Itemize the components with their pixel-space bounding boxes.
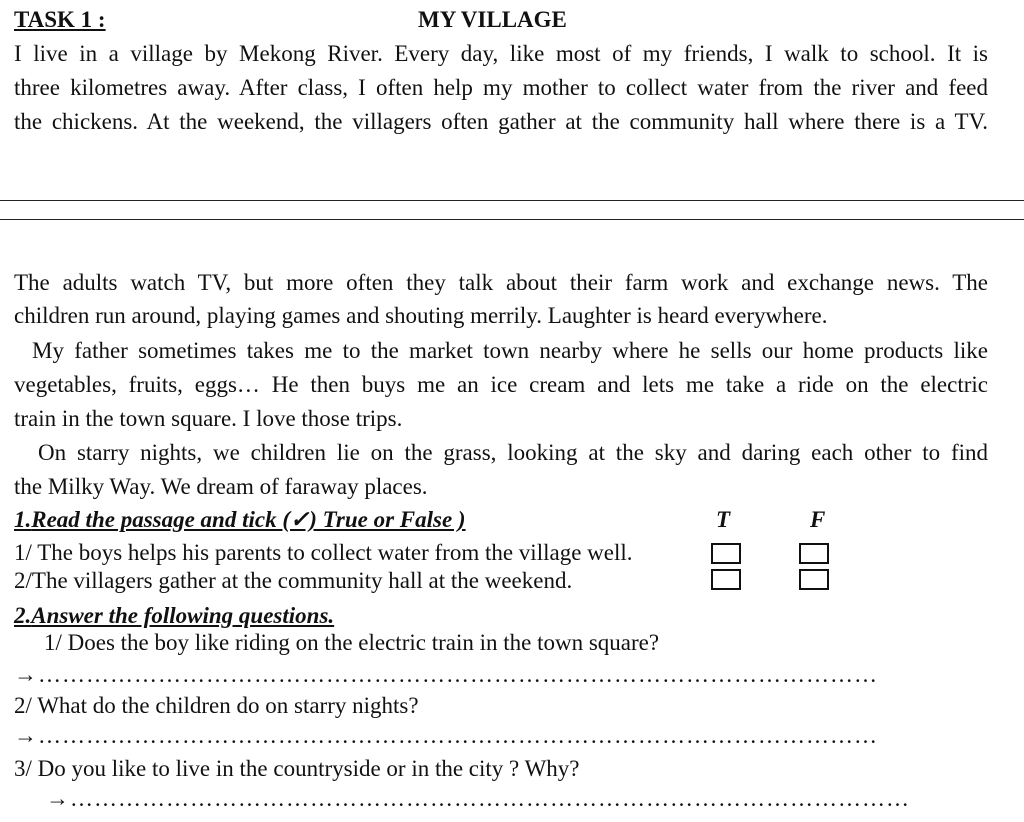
- answer-line-3[interactable]: ……………………………………………………………………………………………: [70, 786, 910, 811]
- question: 1/ Does the boy like riding on the electric train in the town square?: [44, 630, 660, 655]
- question: 3/ Do you like to live in the countryside or in the city ? Why?: [14, 756, 580, 781]
- page-divider-top: [0, 200, 1024, 201]
- answer-line-2[interactable]: ……………………………………………………………………………………………: [38, 723, 878, 748]
- exercise1-instruction: Read the passage and tick (✓) True or False ): [31, 507, 466, 532]
- passage-line: My father sometimes takes me to the market town nearby where he sells our home products like: [32, 338, 988, 363]
- passage-line: children run around, playing games and shouting merrily. Laughter is heard everywhere.: [14, 303, 828, 328]
- true-checkbox-1[interactable]: [711, 543, 741, 564]
- true-column-header: T: [716, 507, 731, 532]
- answer-line-1[interactable]: ……………………………………………………………………………………………: [38, 662, 878, 687]
- arrow-icon: →: [14, 662, 37, 687]
- page-divider-bottom: [0, 219, 1024, 220]
- task-label: TASK 1 :: [14, 7, 106, 32]
- false-column-header: F: [810, 507, 826, 532]
- exercise1-number: 1.: [14, 507, 32, 532]
- true-checkbox-2[interactable]: [711, 569, 741, 590]
- passage-line: I live in a village by Mekong River. Every day, like most of my friends, I walk to school. It is: [14, 41, 988, 66]
- arrow-icon: →: [46, 786, 69, 811]
- exercise1-heading: [14, 504, 466, 536]
- passage-line: the Milky Way. We dream of faraway places.: [14, 474, 428, 499]
- exercise2-number: 2.: [14, 603, 32, 628]
- passage-line: vegetables, fruits, eggs… He then buys me an ice cream and lets me take a ride on the electric: [14, 372, 988, 397]
- false-checkbox-1[interactable]: [799, 543, 829, 564]
- passage-line: On starry nights, we children lie on the grass, looking at the sky and daring each other to find: [38, 440, 988, 465]
- tf-statement: 2/The villagers gather at the community hall at the weekend.: [14, 568, 573, 593]
- exercise2-instruction: Answer the following questions.: [31, 603, 335, 628]
- passage-line: three kilometres away. After class, I often help my mother to collect water from the river and feed: [14, 75, 988, 100]
- arrow-icon: →: [14, 723, 37, 748]
- passage-line: The adults watch TV, but more often they talk about their farm work and exchange news. The: [14, 270, 988, 295]
- page-title: MY VILLAGE: [418, 7, 567, 32]
- false-checkbox-2[interactable]: [799, 569, 829, 590]
- passage-line: the chickens. At the weekend, the villagers often gather at the community hall where there is a TV.: [14, 109, 988, 134]
- question: 2/ What do the children do on starry nights?: [14, 693, 419, 718]
- passage-line: train in the town square. I love those trips.: [14, 406, 403, 431]
- tf-statement: 1/ The boys helps his parents to collect water from the village well.: [14, 540, 633, 565]
